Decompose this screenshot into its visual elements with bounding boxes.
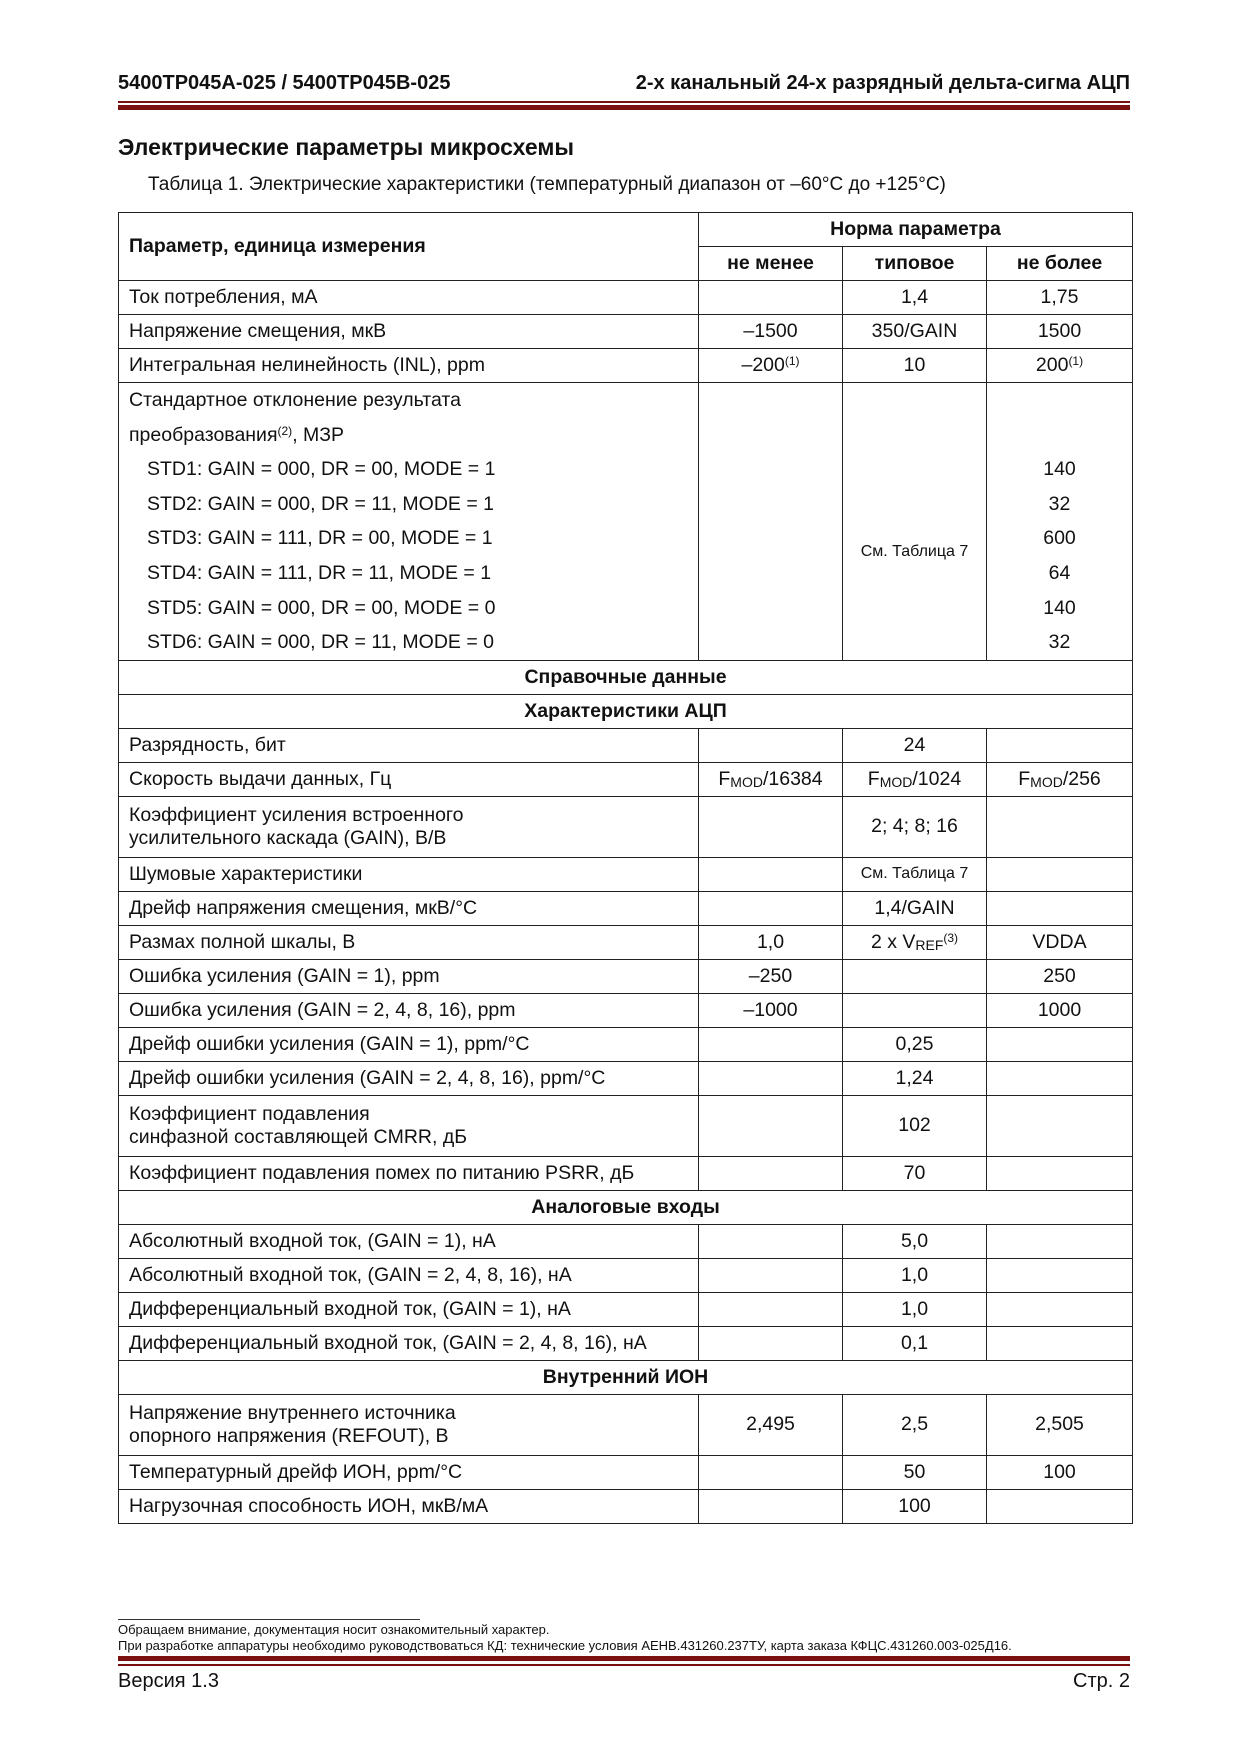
max-cell: 100 xyxy=(987,1455,1133,1489)
section-heading-analog-inputs: Аналоговые входы xyxy=(119,1190,1133,1224)
typ-column-header: типовое xyxy=(843,247,987,281)
param-cell: Коэффициент подавления синфазной составляющей CMRR, дБ xyxy=(119,1095,699,1156)
table-row xyxy=(119,1061,1133,1095)
std-max-value: 140 xyxy=(1043,458,1076,481)
std-title-line1: Стандартное отклонение результата xyxy=(129,389,461,411)
param-cell: Напряжение внутреннего источника опорного напряжения (REFOUT), В xyxy=(119,1394,699,1455)
max-cell xyxy=(987,1095,1133,1156)
table-row xyxy=(119,281,1133,315)
std-item: STD2: GAIN = 000, DR = 11, MODE = 1 xyxy=(147,492,494,515)
max-cell: 1000 xyxy=(987,993,1133,1027)
header-part-number: 5400ТР045А-025 / 5400ТР045В-025 xyxy=(118,72,451,94)
min-cell xyxy=(699,1095,843,1156)
typ-cell xyxy=(843,993,987,1027)
table-caption: Таблица 1. Электрические характеристики (температурный диапазон от –60°С до +125°С) xyxy=(148,174,946,195)
param-cell: Ошибка усиления (GAIN = 1), ppm xyxy=(119,959,699,993)
typ-cell: См. Таблица 7 xyxy=(843,383,987,661)
max-cell: VDDA xyxy=(987,925,1133,959)
max-cell xyxy=(987,891,1133,925)
max-cell xyxy=(987,1156,1133,1190)
typ-cell: $F_{MOD}/1024$ xyxy=(843,762,987,796)
param-cell: Дрейф ошибки усиления (GAIN = 2, 4, 8, 16), ppm/°С xyxy=(119,1061,699,1095)
table-row xyxy=(119,1224,1133,1258)
max-cell xyxy=(987,1258,1133,1292)
max-cell xyxy=(987,728,1133,762)
table-row xyxy=(119,349,1133,383)
max-cell xyxy=(987,1224,1133,1258)
table-row xyxy=(119,1326,1133,1360)
table-row xyxy=(119,1292,1133,1326)
typ-cell xyxy=(843,959,987,993)
header-product-title: 2-х канальный 24-х разрядный дельта-сигма АЦП xyxy=(635,72,1130,94)
param-cell: Коэффициент усиления встроенного усилительного каскада (GAIN), В/В xyxy=(119,796,699,857)
typ-cell: 5,0 xyxy=(843,1224,987,1258)
section-heading-reference: Справочные данные xyxy=(119,660,1133,694)
table-row xyxy=(119,1095,1133,1156)
section-title: Электрические параметры микросхемы xyxy=(118,134,575,160)
typ-cell: 102 xyxy=(843,1095,987,1156)
max-cell xyxy=(987,1027,1133,1061)
param-cell: Ошибка усиления (GAIN = 2, 4, 8, 16), ppm xyxy=(119,993,699,1027)
std-item: STD6: GAIN = 000, DR = 11, MODE = 0 xyxy=(147,631,494,654)
min-cell: –250 xyxy=(699,959,843,993)
max-column-header: не более xyxy=(987,247,1133,281)
min-column-header: не менее xyxy=(699,247,843,281)
max-cell: 2,505 xyxy=(987,1394,1133,1455)
typ-cell: 2,5 xyxy=(843,1394,987,1455)
std-max-value: 140 xyxy=(1043,596,1076,619)
min-cell xyxy=(699,1224,843,1258)
footnote-line-2: При разработке аппаратуры необходимо руководствоваться КД: технические условия АЕНВ.431260.237ТУ, карта заказа КФЦС.431260.003-025Д16. xyxy=(118,1638,1012,1653)
footer-rule-thin xyxy=(118,1664,1130,1666)
typ-cell: 1,4 xyxy=(843,281,987,315)
section-heading-adc: Характеристики АЦП xyxy=(119,694,1133,728)
section-heading-internal-reference: Внутренний ИОН xyxy=(119,1360,1133,1394)
typ-cell: См. Таблица 7 xyxy=(843,857,987,891)
header-rule-thin xyxy=(118,101,1130,103)
page-footer xyxy=(118,1670,1130,1693)
min-cell xyxy=(699,1258,843,1292)
min-cell xyxy=(699,1292,843,1326)
typ-cell: 24 xyxy=(843,728,987,762)
min-cell xyxy=(699,891,843,925)
table-row xyxy=(119,993,1133,1027)
max-cell xyxy=(987,1489,1133,1523)
std-max-value: 600 xyxy=(1043,527,1076,550)
min-cell: –1500 xyxy=(699,315,843,349)
min-cell xyxy=(699,728,843,762)
min-cell xyxy=(699,1455,843,1489)
param-cell: Интегральная нелинейность (INL), ppm xyxy=(119,349,699,383)
min-cell xyxy=(699,1326,843,1360)
param-cell: Нагрузочная способность ИОН, мкВ/мА xyxy=(119,1489,699,1523)
max-cell: 250 xyxy=(987,959,1133,993)
typ-cell: 0,1 xyxy=(843,1326,987,1360)
param-cell: Абсолютный входной ток, (GAIN = 1), нА xyxy=(119,1224,699,1258)
typ-cell: 2; 4; 8; 16 xyxy=(843,796,987,857)
min-cell xyxy=(699,281,843,315)
param-cell: Разрядность, бит xyxy=(119,728,699,762)
page-number: Стр. 2 xyxy=(1073,1670,1130,1692)
table-header-row xyxy=(119,213,1133,247)
min-cell: –1000 xyxy=(699,993,843,1027)
min-cell xyxy=(699,1061,843,1095)
table-row xyxy=(119,891,1133,925)
footnote-divider xyxy=(118,1619,420,1620)
std-max-value: 64 xyxy=(1048,561,1071,584)
table-row xyxy=(119,959,1133,993)
param-cell xyxy=(119,383,699,661)
std-item: STD5: GAIN = 000, DR = 00, MODE = 0 xyxy=(147,596,496,619)
table-row xyxy=(119,1258,1133,1292)
std-item: STD3: GAIN = 111, DR = 00, MODE = 1 xyxy=(147,527,493,550)
footnote-line-1: Обращаем внимание, документация носит ознакомительный характер. xyxy=(118,1622,550,1637)
param-cell: Дрейф напряжения смещения, мкВ/°С xyxy=(119,891,699,925)
document-version: Версия 1.3 xyxy=(118,1670,219,1692)
max-cell: 1500 xyxy=(987,315,1133,349)
norm-column-header: Норма параметра xyxy=(699,213,1133,247)
header-rule-thick xyxy=(118,105,1130,110)
max-cell xyxy=(987,1326,1133,1360)
min-cell xyxy=(699,383,843,661)
param-column-header: Параметр, единица измерения xyxy=(119,213,699,281)
typ-cell: 50 xyxy=(843,1455,987,1489)
std-deviation-row xyxy=(119,383,1133,661)
param-cell: Ток потребления, мА xyxy=(119,281,699,315)
param-cell: Коэффициент подавления помех по питанию PSRR, дБ xyxy=(119,1156,699,1190)
table-row xyxy=(119,1394,1133,1455)
typ-cell: 2 х $V_{REF}^{(3)}$ xyxy=(843,925,987,959)
max-cell: 1,75 xyxy=(987,281,1133,315)
electrical-characteristics-table xyxy=(118,212,1133,1524)
page-header xyxy=(118,72,1130,102)
table-row xyxy=(119,1156,1133,1190)
typ-cell: 100 xyxy=(843,1489,987,1523)
param-cell: Дифференциальный входной ток, (GAIN = 2, 4, 8, 16), нА xyxy=(119,1326,699,1360)
std-item: STD1: GAIN = 000, DR = 00, MODE = 1 xyxy=(147,458,496,481)
param-cell: Размах полной шкалы, В xyxy=(119,925,699,959)
typ-cell: 1,24 xyxy=(843,1061,987,1095)
table-row xyxy=(119,1455,1133,1489)
table-row xyxy=(119,857,1133,891)
param-cell: Дифференциальный входной ток, (GAIN = 1), нА xyxy=(119,1292,699,1326)
std-max-value: 32 xyxy=(1048,492,1071,515)
param-cell: Напряжение смещения, мкВ xyxy=(119,315,699,349)
min-cell: $F_{MOD}/16384$ xyxy=(699,762,843,796)
min-cell xyxy=(699,1489,843,1523)
param-cell: Температурный дрейф ИОН, ppm/°С xyxy=(119,1455,699,1489)
max-cell xyxy=(987,383,1133,661)
table-row xyxy=(119,925,1133,959)
max-cell xyxy=(987,796,1133,857)
min-cell xyxy=(699,1156,843,1190)
param-cell: Абсолютный входной ток, (GAIN = 2, 4, 8, 16), нА xyxy=(119,1258,699,1292)
max-cell: $F_{MOD}/256$ xyxy=(987,762,1133,796)
min-cell xyxy=(699,857,843,891)
min-cell xyxy=(699,1027,843,1061)
table-row xyxy=(119,1489,1133,1523)
typ-cell: 0,25 xyxy=(843,1027,987,1061)
std-item: STD4: GAIN = 111, DR = 11, MODE = 1 xyxy=(147,561,492,584)
typ-cell: 1,0 xyxy=(843,1258,987,1292)
param-cell: Шумовые характеристики xyxy=(119,857,699,891)
param-cell: Скорость выдачи данных, Гц xyxy=(119,762,699,796)
max-cell xyxy=(987,1292,1133,1326)
typ-cell: 70 xyxy=(843,1156,987,1190)
min-cell: 2,495 xyxy=(699,1394,843,1455)
std-title-line2: преобразования$^{(2)}$, МЗР xyxy=(129,423,345,446)
typ-cell: 1,0 xyxy=(843,1292,987,1326)
typ-cell: 1,4/GAIN xyxy=(843,891,987,925)
std-max-value: 32 xyxy=(1048,631,1071,654)
max-cell xyxy=(987,857,1133,891)
table-row xyxy=(119,315,1133,349)
typ-cell: 10 xyxy=(843,349,987,383)
min-cell: –200$^{(1)}$ xyxy=(699,349,843,383)
table-row xyxy=(119,728,1133,762)
table-row xyxy=(119,1027,1133,1061)
footer-rule-thick xyxy=(118,1656,1130,1661)
table-row xyxy=(119,796,1133,857)
min-cell: 1,0 xyxy=(699,925,843,959)
max-cell xyxy=(987,1061,1133,1095)
min-cell xyxy=(699,796,843,857)
max-cell: 200$^{(1)}$ xyxy=(987,349,1133,383)
param-cell: Дрейф ошибки усиления (GAIN = 1), ppm/°С xyxy=(119,1027,699,1061)
table-row xyxy=(119,762,1133,796)
typ-cell: 350/GAIN xyxy=(843,315,987,349)
